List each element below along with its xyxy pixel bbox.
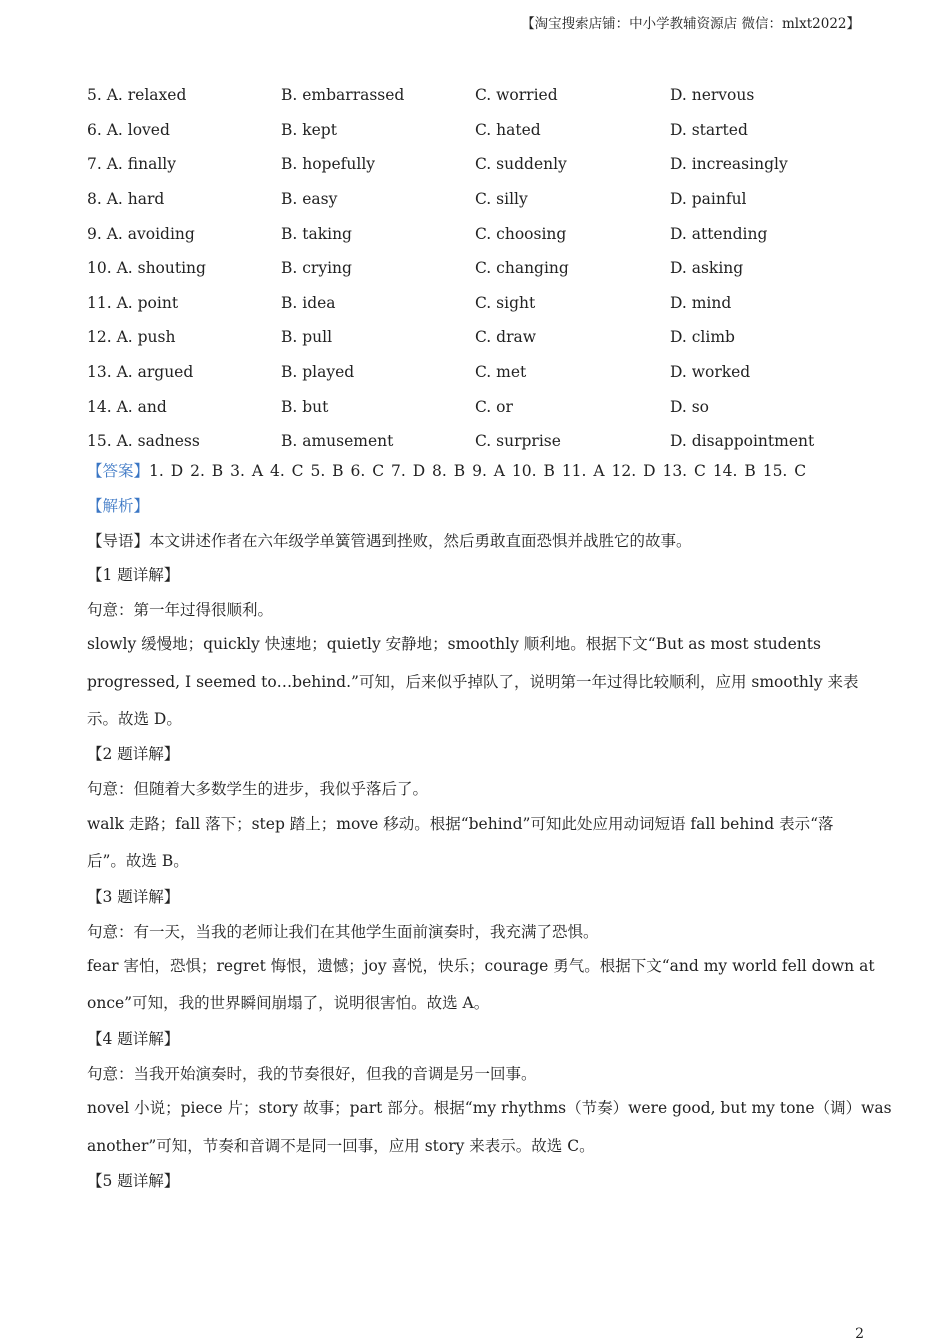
- section-heading: 【2 题详解】: [87, 745, 180, 763]
- analysis-heading: [87, 496, 149, 516]
- explanation-line: another”可知，节奏和音调不是同一回事，应用 story 来表示。故选 C。: [87, 1137, 595, 1155]
- option-row: 13. A. argued B. played C. met D. worked: [87, 363, 751, 382]
- option-row: 12. A. push B. pull C. draw D. climb: [87, 328, 735, 347]
- intro-line: 【导语】本文讲述作者在六年级学单簧管遇到挫败，然后勇敢直面恐惧并战胜它的故事。: [87, 532, 692, 550]
- sentence-meaning: 句意：第一年过得很顺利。: [87, 601, 274, 619]
- section-heading: 【5 题详解】: [87, 1172, 180, 1190]
- explanation-line: walk 走路；fall 落下；step 踏上；move 移动。根据“behind”可知此处应用动词短语 fall behind 表示“落: [87, 815, 834, 833]
- analysis-tag: 【解析】: [87, 497, 150, 515]
- answer-tag: 【答案】: [87, 462, 150, 480]
- explanation-line: 示。故选 D。: [87, 710, 182, 728]
- option-row: 14. A. and B. but C. or D. so: [87, 397, 710, 416]
- answer-key: 1. D 2. B 3. A 4. C 5. B 6. C 7. D 8. B 9. A 10. B 11. A 12. D 13. C 14. B 15. C: [149, 462, 807, 480]
- section-heading: 【4 题详解】: [87, 1030, 180, 1048]
- section-heading: 【3 题详解】: [87, 888, 180, 906]
- option-row: 8. A. hard B. easy C. silly D. painful: [87, 190, 747, 209]
- sentence-meaning: 句意：当我开始演奏时，我的节奏很好，但我的音调是另一回事。: [87, 1065, 537, 1083]
- options-table: [87, 78, 867, 459]
- option-row: 9. A. avoiding B. taking C. choosing D. attending: [87, 224, 768, 243]
- sentence-meaning: 句意：但随着大多数学生的进步，我似乎落后了。: [87, 780, 429, 798]
- option-row: 6. A. loved B. kept C. hated D. started: [87, 120, 748, 139]
- option-row: 7. A. finally B. hopefully C. suddenly D. increasingly: [87, 155, 788, 174]
- explanation-line: slowly 缓慢地；quickly 快速地；quietly 安静地；smoothly 顺利地。根据下文“But as most students: [87, 635, 821, 653]
- section-heading: 【1 题详解】: [87, 566, 180, 584]
- page-number: 2: [855, 1326, 864, 1342]
- explanation-line: once”可知，我的世界瞬间崩塌了，说明很害怕。故选 A。: [87, 994, 490, 1012]
- option-row: 5. A. relaxed B. embarrassed C. worried D. nervous: [87, 86, 755, 105]
- option-row: 10. A. shouting B. crying C. changing D. asking: [87, 259, 744, 278]
- answer-line: [87, 461, 806, 481]
- sentence-meaning: 句意：有一天，当我的老师让我们在其他学生面前演奏时，我充满了恐惧。: [87, 923, 599, 941]
- explanation-line: progressed, I seemed to…behind.”可知，后来似乎掉队了，说明第一年过得比较顺利，应用 smoothly 来表: [87, 673, 859, 691]
- explanation-line: novel 小说；piece 片；story 故事；part 部分。根据“my rhythms（节奏）were good, but my tone（调）was: [87, 1099, 892, 1117]
- explanation-line: fear 害怕，恐惧；regret 悔恨，遗憾；joy 喜悦，快乐；courage 勇气。根据下文“and my world fell down at: [87, 957, 875, 975]
- explanation-line: 后”。故选 B。: [87, 852, 189, 870]
- page-header: 【淘宝搜索店铺：中小学教辅资源店 微信：mlxt2022】: [521, 16, 860, 32]
- option-row: 15. A. sadness B. amusement C. surprise D. disappointment: [87, 432, 815, 451]
- option-row: 11. A. point B. idea C. sight D. mind: [87, 293, 732, 312]
